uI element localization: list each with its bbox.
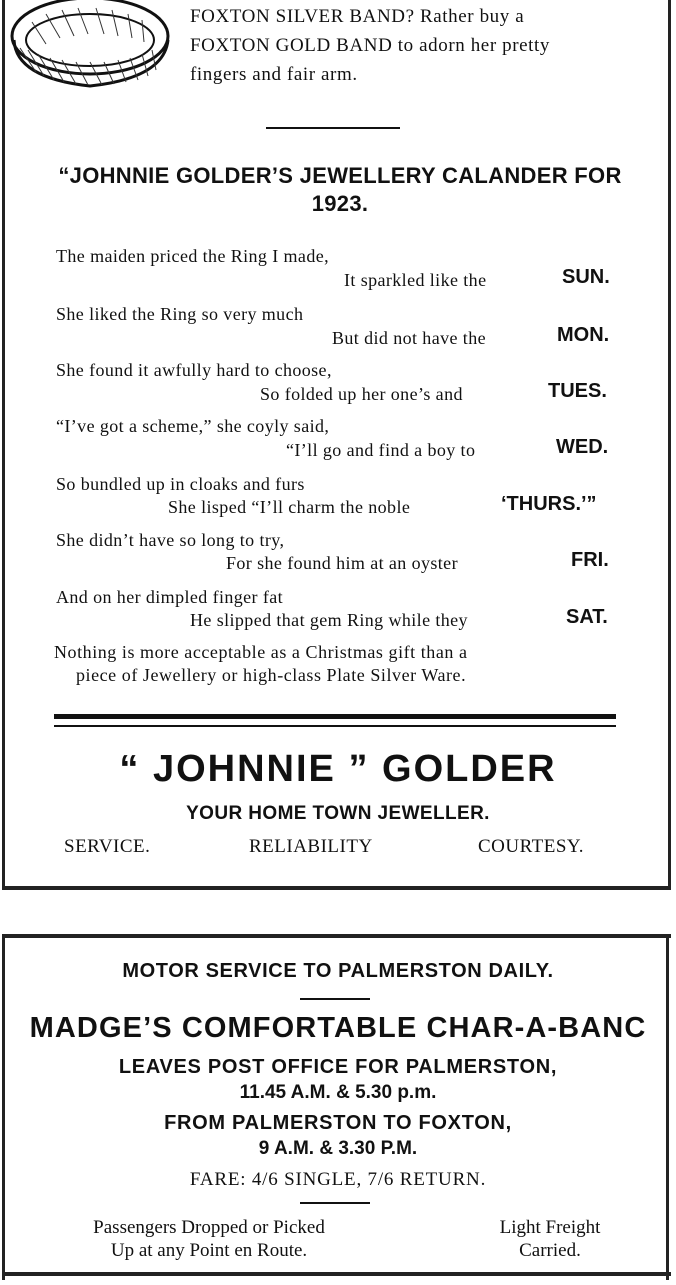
poem-line: For she found him at an oyster (226, 553, 458, 573)
divider (266, 127, 400, 129)
poem-line: She liked the Ring so very much (56, 304, 304, 324)
poem-line: It sparkled like the (344, 270, 487, 290)
passengers-line: Passengers Dropped or Picked (93, 1217, 325, 1238)
jeweller-tagline: YOUR HOME TOWN JEWELLER. (186, 803, 490, 824)
intro-text (190, 2, 620, 89)
bottom-border (2, 886, 671, 890)
passengers-note (54, 1216, 364, 1262)
freight-note (470, 1216, 630, 1262)
day-label: TUES. (548, 380, 607, 402)
poem-line: “I’ve got a scheme,” she coyly said, (56, 416, 330, 436)
intro-line: FOXTON GOLD BAND to adorn her pretty (190, 35, 551, 56)
departure-times: 11.45 A.M. & 5.30 p.m. (239, 1082, 437, 1103)
double-rule-thin (54, 725, 616, 727)
day-label: SUN. (562, 266, 610, 288)
poem-line: But did not have the (332, 328, 486, 348)
calendar-heading (40, 162, 640, 218)
poem-line: He slipped that gem Ring while they (190, 610, 468, 630)
right-border (666, 934, 669, 1280)
day-label: MON. (557, 324, 610, 346)
heading-line: 1923. (311, 191, 369, 216)
closing-text (54, 641, 616, 687)
day-label: WED. (556, 436, 609, 458)
bottom-border (2, 1272, 671, 1276)
motor-service-advertisement (0, 934, 676, 1285)
poem-line: The maiden priced the Ring I made, (56, 246, 330, 266)
poem-line: She lisped “I’ll charm the noble (168, 497, 411, 517)
day-label: FRI. (571, 549, 609, 571)
value-reliability: RELIABILITY (249, 836, 373, 857)
return-line: FROM PALMERSTON TO FOXTON, (164, 1112, 512, 1134)
poem-line: And on her dimpled finger fat (56, 587, 284, 607)
value-service: SERVICE. (64, 836, 151, 857)
divider (300, 1202, 370, 1204)
poem-line: “I’ll go and find a boy to (286, 440, 476, 460)
departure-line: LEAVES POST OFFICE FOR PALMERSTON, (118, 1056, 558, 1078)
char-a-banc-title: MADGE’S COMFORTABLE CHAR-A-BANC (29, 1012, 647, 1044)
top-border (2, 934, 671, 938)
motor-headline: MOTOR SERVICE TO PALMERSTON DAILY. (122, 960, 554, 982)
double-rule-thick (54, 714, 616, 719)
poem-line: She didn’t have so long to try, (56, 530, 285, 550)
closing-line: piece of Jewellery or high-class Plate Silver Ware. (76, 665, 467, 685)
ring-illustration-icon (6, 0, 174, 92)
freight-line: Light Freight (499, 1217, 601, 1238)
value-courtesy: COURTESY. (478, 836, 584, 857)
poem-line: So folded up her one’s and (260, 384, 463, 404)
freight-line: Carried. (519, 1240, 581, 1261)
left-border (2, 934, 5, 1280)
poem-line: She found it awfully hard to choose, (56, 360, 332, 380)
jeweller-name: “ JOHNNIE ” GOLDER (119, 748, 557, 790)
passengers-line: Up at any Point en Route. (110, 1240, 308, 1261)
poem-line: So bundled up in cloaks and furs (56, 474, 305, 494)
closing-line: Nothing is more acceptable as a Christmas gift than a (54, 642, 468, 662)
intro-line: fingers and fair arm. (190, 64, 358, 85)
day-label: SAT. (566, 606, 608, 628)
heading-line: “JOHNNIE GOLDER’S JEWELLERY CALANDER FOR (58, 163, 622, 188)
divider (300, 998, 370, 1000)
return-times: 9 A.M. & 3.30 P.M. (258, 1138, 418, 1159)
fare-line: FARE: 4/6 SINGLE, 7/6 RETURN. (189, 1169, 487, 1190)
day-label: ‘THURS.’” (501, 493, 597, 515)
intro-line: FOXTON SILVER BAND? Rather buy a (190, 6, 525, 27)
